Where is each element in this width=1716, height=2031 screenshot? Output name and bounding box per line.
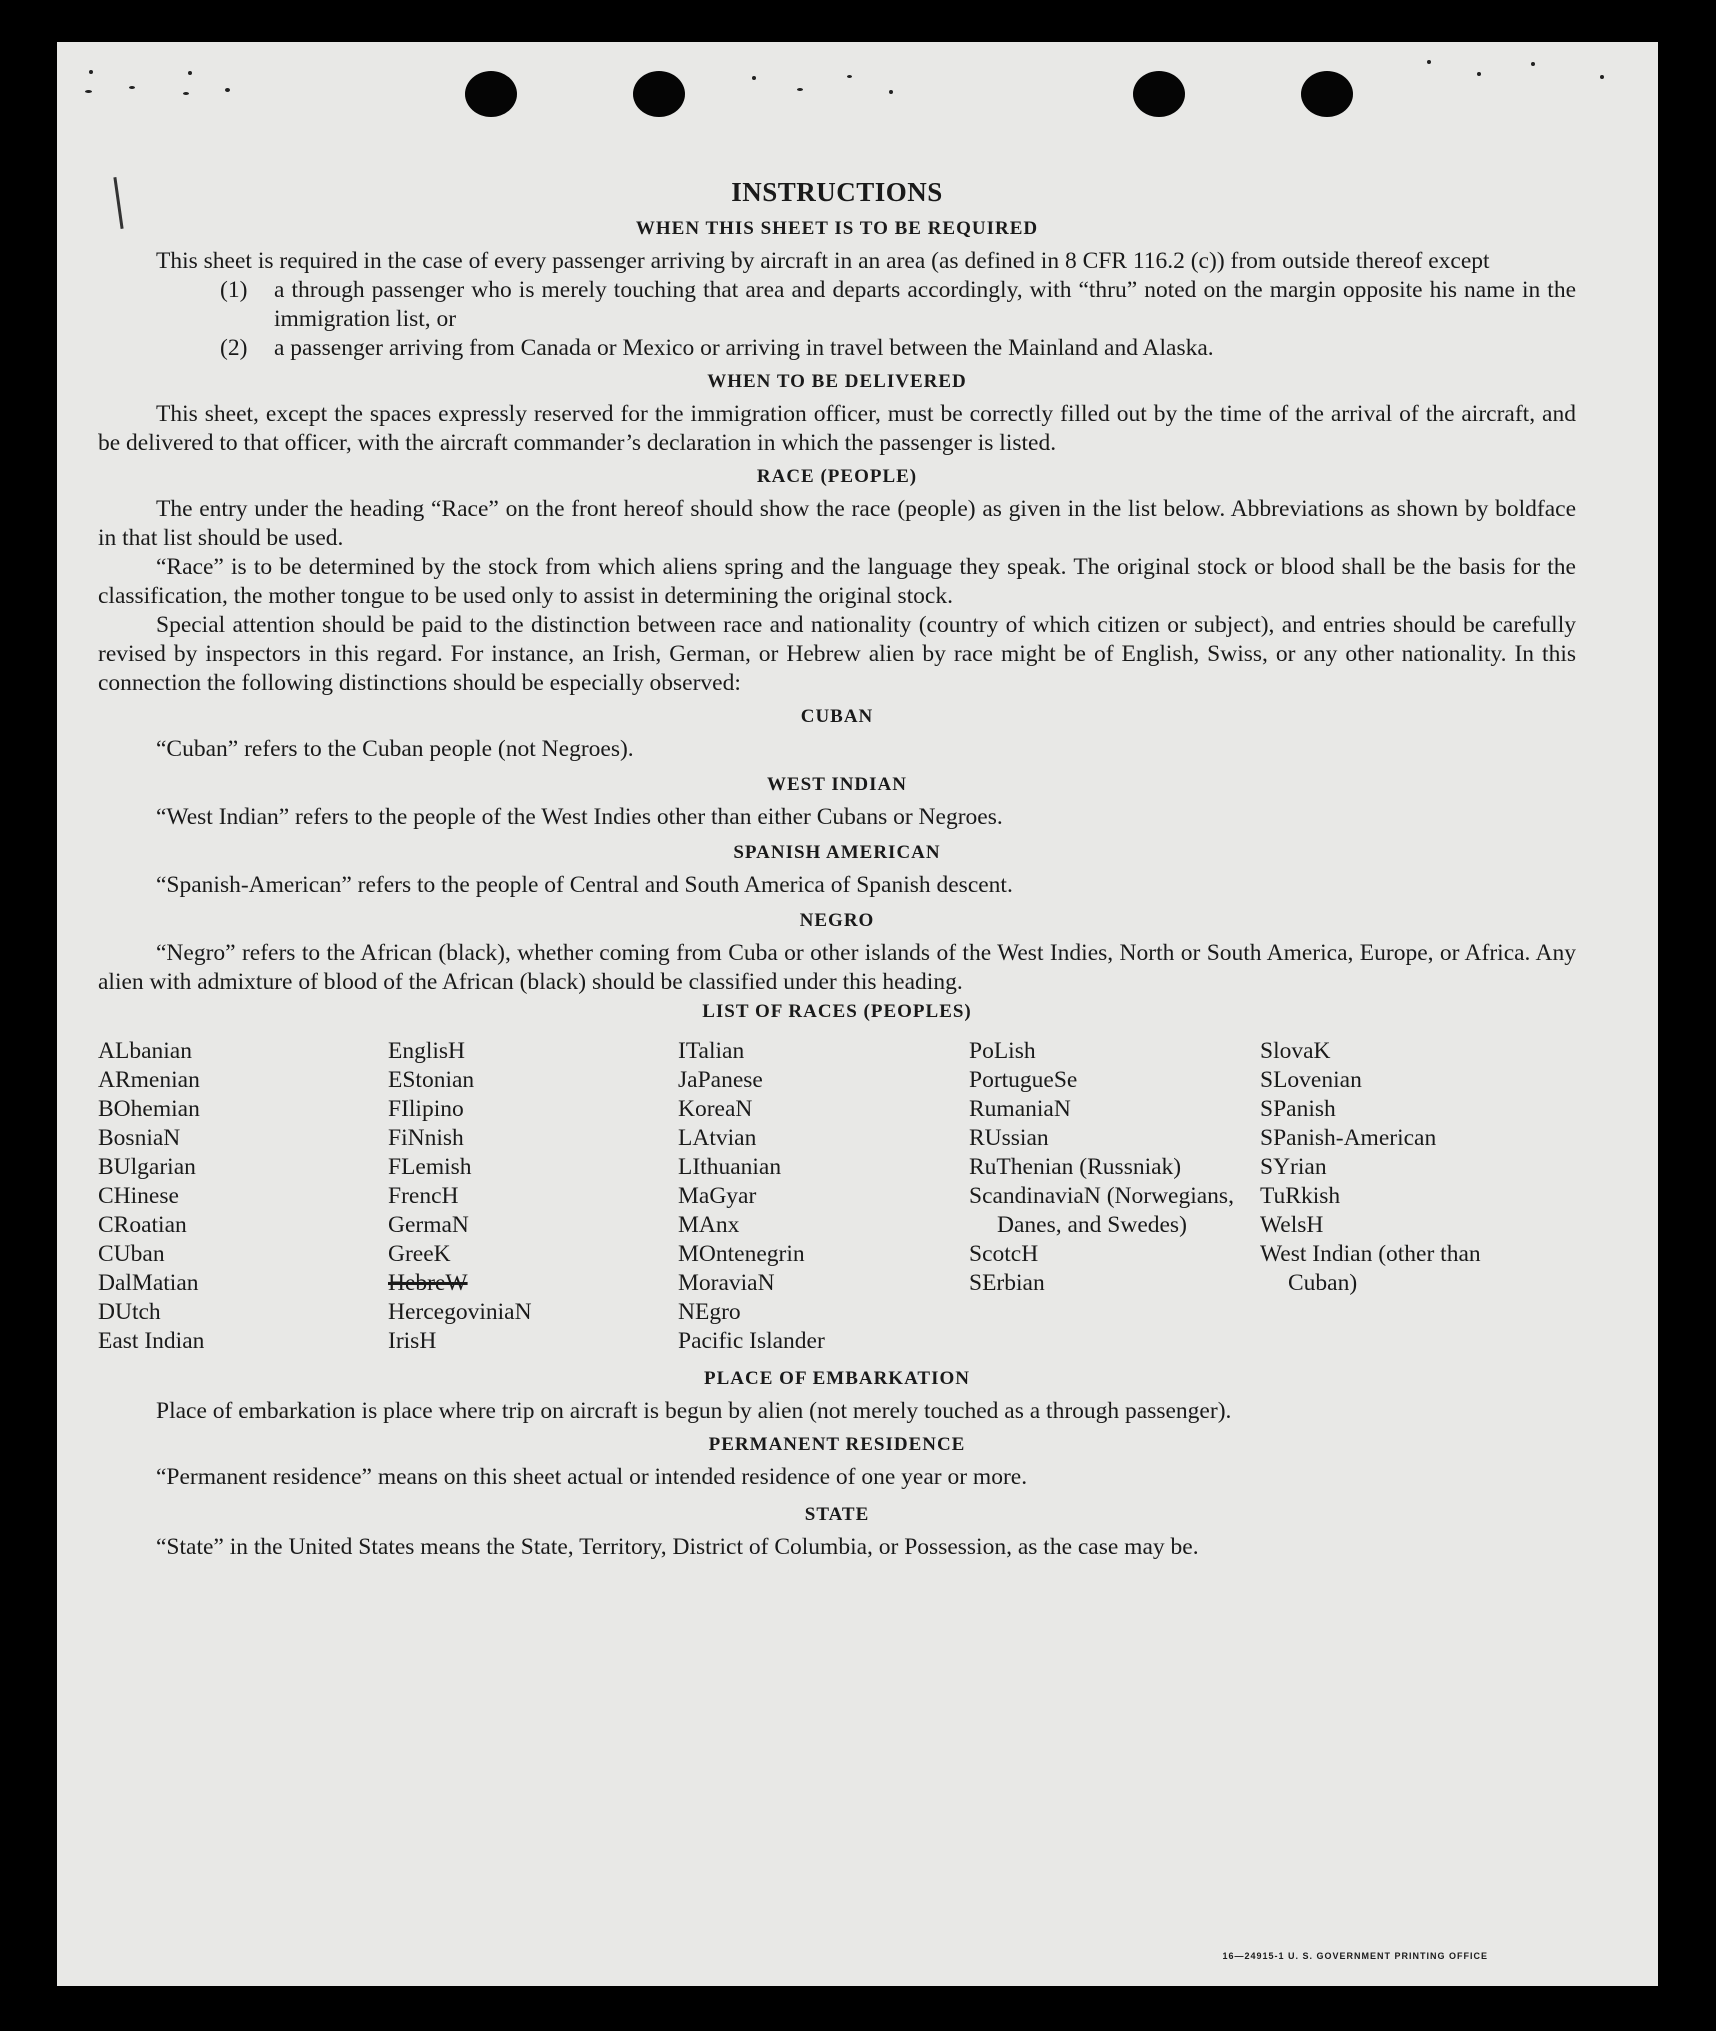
- punch-hole-4: [1301, 71, 1353, 117]
- race-column-2: [388, 1037, 678, 1356]
- race-entry: MOntenegrin: [678, 1241, 805, 1267]
- race-column-5: [1260, 1037, 1520, 1356]
- race-entry: BosniaN: [98, 1125, 181, 1151]
- heading-list-of-races: LIST OF RACES (PEOPLES): [702, 1001, 972, 1022]
- race-entry: WelsH: [1260, 1212, 1324, 1238]
- speck: [85, 90, 92, 93]
- paragraph-when-delivered: This sheet, except the spaces expressly reserved for the immigration officer, must be correctly filled out by the time of the arrival of the aircraft, and be delivered to that officer, with the aircraft commander’s declaration in which the passenger is listed.: [98, 401, 1576, 456]
- race-column-4: [969, 1037, 1260, 1356]
- race-entry: NEgro: [678, 1299, 741, 1325]
- heading-state: STATE: [804, 1504, 870, 1525]
- race-entry: LAtvian: [678, 1125, 757, 1151]
- heading-when-required: WHEN THIS SHEET IS TO BE REQUIRED: [635, 218, 1039, 239]
- race-entry: RumaniaN: [969, 1096, 1071, 1122]
- speck: [847, 75, 852, 78]
- race-entry: FrencH: [388, 1183, 459, 1209]
- heading-permanent-residence: PERMANENT RESIDENCE: [708, 1434, 966, 1455]
- punch-hole-1: [465, 71, 517, 117]
- paragraph-when-required: This sheet is required in the case of every passenger arriving by aircraft in an area (as defined in 8 CFR 116.2 (c)) from outside thereof except: [156, 248, 1490, 274]
- race-entry: BOhemian: [98, 1096, 200, 1122]
- race-entry: SYrian: [1260, 1154, 1327, 1180]
- punch-hole-3: [1133, 71, 1185, 117]
- race-entry: SLovenian: [1260, 1067, 1362, 1093]
- race-entry: SErbian: [969, 1270, 1045, 1296]
- race-entry: East Indian: [98, 1328, 205, 1354]
- item-number: (2): [220, 335, 248, 361]
- race-column-1: [98, 1037, 388, 1356]
- heading-when-delivered: WHEN TO BE DELIVERED: [707, 371, 967, 392]
- race-entry: SPanish: [1260, 1096, 1336, 1122]
- race-entry: ALbanian: [98, 1038, 192, 1064]
- heading-negro: NEGRO: [799, 910, 875, 931]
- speck: [752, 76, 756, 80]
- paragraph-race-1: The entry under the heading “Race” on the front hereof should show the race (people) as given in the list below. Abbreviations as shown by boldface in that list should be used.: [98, 496, 1576, 551]
- race-entry: TuRkish: [1260, 1183, 1341, 1209]
- speck: [1531, 62, 1535, 66]
- paragraph-race-3: Special attention should be paid to the distinction between race and nationality (country of which citizen or subject), and entries should be carefully revised by inspectors in this regard. For instance, an Irish, German, or Hebrew alien by race might be of English, Swiss, or any other nationality. In this connection the following distinctions should be especially observed:: [98, 612, 1576, 696]
- paragraph-state: “State” in the United States means the State, Territory, District of Columbia, or Possession, as the case may be.: [156, 1534, 1199, 1560]
- paragraph-spanish-american: “Spanish-American” refers to the people of Central and South America of Spanish descent.: [156, 872, 1013, 898]
- speck: [188, 71, 192, 75]
- paragraph-race-2: “Race” is to be determined by the stock from which aliens spring and the language they speak. The original stock or blood shall be the basis for the classification, the mother tongue to be used only to assist in determining the original stock.: [98, 554, 1576, 609]
- race-entry: HercegoviniaN: [388, 1299, 532, 1325]
- race-column-3: [678, 1037, 969, 1356]
- race-entry: FIlipino: [388, 1096, 464, 1122]
- paragraph-negro: “Negro” refers to the African (black), whether coming from Cuba or other islands of the West Indies, North or South America, Europe, or Africa. Any alien with admixture of blood of the African (black) should be classified under this heading.: [98, 940, 1576, 995]
- speck: [1600, 75, 1604, 79]
- race-entry: MAnx: [678, 1212, 740, 1238]
- speck: [89, 70, 93, 74]
- race-entry: LIthuanian: [678, 1154, 782, 1180]
- document-sheet: [57, 42, 1658, 1986]
- race-entry: ITalian: [678, 1038, 745, 1064]
- race-entry: CHinese: [98, 1183, 179, 1209]
- race-entry: RuThenian (Russniak): [969, 1154, 1182, 1180]
- race-entry: Pacific Islander: [678, 1328, 825, 1354]
- speck: [129, 86, 135, 89]
- race-entry: EStonian: [388, 1067, 475, 1093]
- race-entry: MoraviaN: [678, 1270, 775, 1296]
- heading-race: RACE (PEOPLE): [756, 466, 918, 487]
- race-entry: EnglisH: [388, 1038, 466, 1064]
- heading-embarkation: PLACE OF EMBARKATION: [704, 1368, 970, 1389]
- item-text: a passenger arriving from Canada or Mexico or arriving in travel between the Mainland and Alaska.: [274, 335, 1214, 361]
- race-entry: SlovaK: [1260, 1038, 1331, 1064]
- race-entry: DUtch: [98, 1299, 161, 1325]
- race-entry: ScandinaviaN (Norwegians, Danes, and Swedes): [969, 1183, 1234, 1238]
- page-title: INSTRUCTIONS: [731, 177, 943, 207]
- item-text: a through passenger who is merely touching that area and departs accordingly, with “thru” noted on the margin opposite his name in the immigration list, or: [274, 277, 1576, 332]
- speck: [1427, 60, 1431, 64]
- race-entry: DalMatian: [98, 1270, 199, 1296]
- race-entry: MaGyar: [678, 1183, 757, 1209]
- speck: [797, 88, 803, 91]
- race-entry: KoreaN: [678, 1096, 753, 1122]
- punch-hole-2: [633, 71, 685, 117]
- race-entry-struck: HebreW: [388, 1270, 468, 1296]
- paragraph-permanent-residence: “Permanent residence” means on this sheet actual or intended residence of one year or more.: [156, 1464, 1028, 1490]
- speck: [889, 90, 893, 94]
- race-entry: GreeK: [388, 1241, 451, 1267]
- heading-west-indian: WEST INDIAN: [767, 774, 907, 795]
- race-entry: CUban: [98, 1241, 165, 1267]
- exception-item-2: [220, 334, 1576, 363]
- race-entry: JaPanese: [678, 1067, 763, 1093]
- printer-imprint: 16—24915-1 U. S. GOVERNMENT PRINTING OFFICE: [1222, 1951, 1488, 1961]
- race-entry: ARmenian: [98, 1067, 200, 1093]
- race-entry: RUssian: [969, 1125, 1049, 1151]
- race-entry: IrisH: [388, 1328, 437, 1354]
- paragraph-embarkation: Place of embarkation is place where trip on aircraft is begun by alien (not merely touched as a through passenger).: [156, 1398, 1232, 1424]
- race-entry: ScotcH: [969, 1241, 1039, 1267]
- exception-item-1: [220, 276, 1576, 334]
- item-number: (1): [220, 277, 248, 303]
- race-entry: FLemish: [388, 1154, 472, 1180]
- speck: [183, 92, 189, 95]
- speck: [225, 88, 230, 92]
- race-entry: BUlgarian: [98, 1154, 196, 1180]
- paragraph-west-indian: “West Indian” refers to the people of the West Indies other than either Cubans or Negroes.: [156, 804, 1003, 830]
- race-list: [98, 1037, 1576, 1356]
- heading-spanish-american: SPANISH AMERICAN: [733, 842, 941, 863]
- race-entry: GermaN: [388, 1212, 469, 1238]
- instructions-content: [98, 177, 1576, 1562]
- race-entry: West Indian (other than Cuban): [1260, 1241, 1481, 1296]
- race-entry: CRoatian: [98, 1212, 187, 1238]
- race-entry: PortugueSe: [969, 1067, 1078, 1093]
- race-entry: PoLish: [969, 1038, 1036, 1064]
- paragraph-cuban: “Cuban” refers to the Cuban people (not Negroes).: [156, 736, 634, 762]
- race-entry: FiNnish: [388, 1125, 464, 1151]
- heading-cuban: CUBAN: [800, 706, 874, 727]
- race-entry: SPanish-American: [1260, 1125, 1437, 1151]
- speck: [1477, 72, 1481, 76]
